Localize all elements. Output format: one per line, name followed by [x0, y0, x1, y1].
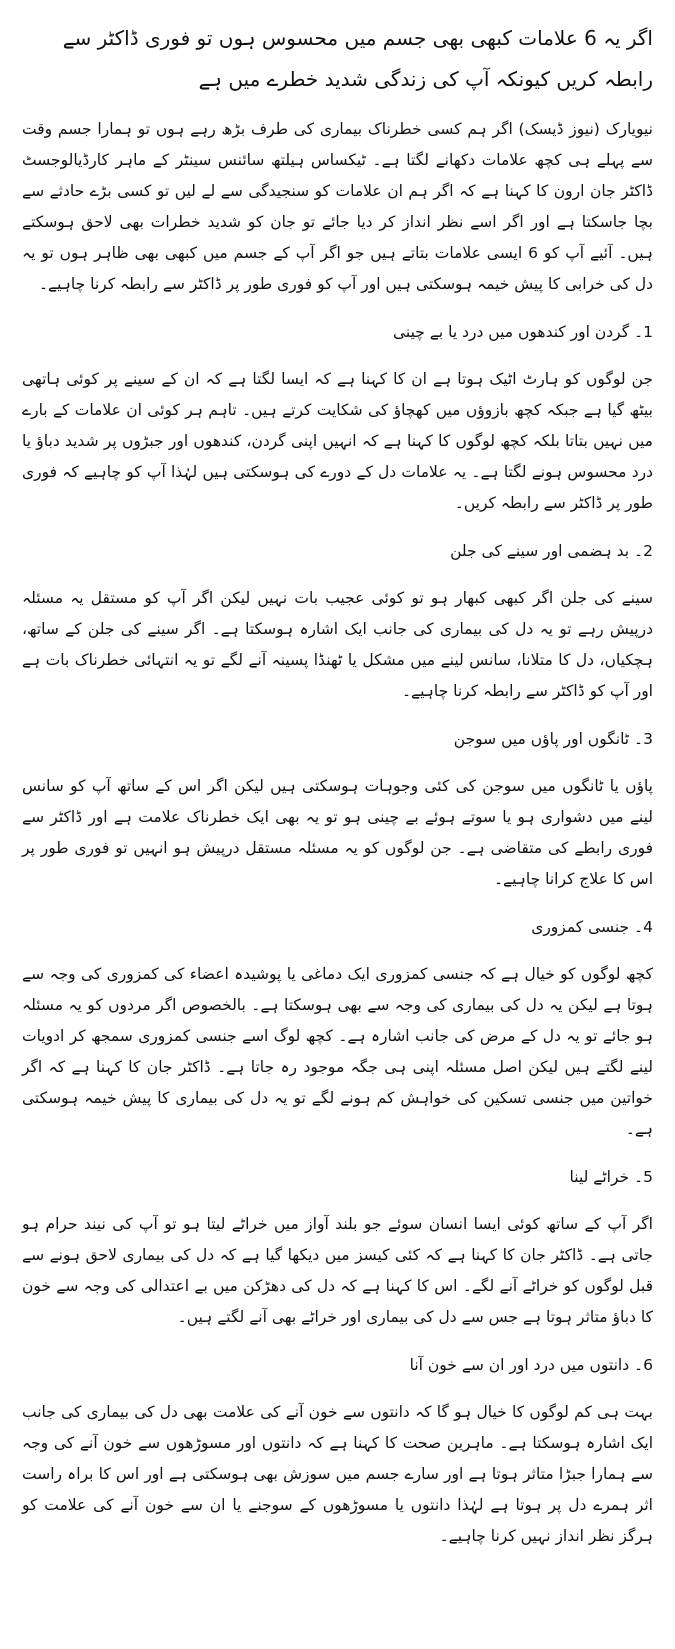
- section-body: اگر آپ کے ساتھ کوئی ایسا انسان سوئے جو بلند آواز میں خراٹے لیتا ہو تو آپ کی نیند حرام ہو جاتی ہے۔ ڈاکٹر جان کا کہنا ہے کہ کئی کیسز میں دیکھا گیا ہے کہ دل کی بیماری لاحق ہونے سے قبل لوگوں کو خراٹے آنے لگے۔ اس کا کہنا ہے کہ دل کی دھڑکن میں بے اعتدالی کی وجہ سے خون کا دباؤ متاثر ہوتا ہے جس سے دل کی بیماری اور خراٹے بھی آنے لگتے ہیں۔: [22, 1215, 653, 1326]
- section-heading: 5۔ خراٹے لینا: [569, 1168, 653, 1186]
- section-6: [22, 1351, 653, 1552]
- section-2: [22, 537, 653, 707]
- section-body: کچھ لوگوں کو خیال ہے کہ جنسی کمزوری ایک دماغی یا پوشیدہ اعضاء کی کمزوری کی وجہ سے ہوتا ہے لیکن یہ دل کی بیماری کی وجہ سے بھی ہوسکتا ہے۔ بالخصوص اگر مردوں کو یہ مسئلہ ہو جائے تو یہ دل کے مرض کی جانب اشارہ ہے۔ کچھ لوگ اسے جنسی کمزوری سمجھ کر ادویات لینے لگتے ہیں لیکن اصل مسئلہ اپنی ہی جگہ موجود رہ جاتا ہے۔ ڈاکٹر جان کا کہنا ہے کہ اگر خواتین میں جنسی تسکین کی خواہش کم ہونے لگے تو یہ دل کی بیماری کا پیش خیمہ ہوسکتی ہے۔: [22, 965, 653, 1138]
- section-3: [22, 725, 653, 895]
- section-heading: 6۔ دانتوں میں درد اور ان سے خون آنا: [409, 1356, 653, 1374]
- section-body: سینے کی جلن اگر کبھی کبھار ہو تو کوئی عجیب بات نہیں لیکن اگر آپ کو مستقل یہ مسئلہ درپیش رہے تو یہ دل کی بیماری کی جانب ایک اشارہ ہوسکتا ہے۔ اگر سینے کی جلن کے ساتھ، ہچکیاں، دل کا متلانا، سانس لینے میں مشکل یا ٹھنڈا پسینہ آنے لگے تو یہ انتہائی خطرناک بات ہے اور آپ کو ڈاکٹر سے رابطہ کرنا چاہیے۔: [22, 589, 653, 700]
- section-heading: 1۔ گردن اور کندھوں میں درد یا بے چینی: [393, 323, 653, 341]
- section-body: بہت ہی کم لوگوں کا خیال ہو گا کہ دانتوں سے خون آنے کی علامت بھی دل کی بیماری کی جانب ایک اشارہ ہوسکتا ہے۔ ماہرین صحت کا کہنا ہے کہ دانتوں اور مسوڑھوں سے خون آنے کی وجہ سے ہمارا جبڑا متاثر ہوتا ہے اور سارے جسم میں سوزش بھی ہوسکتی ہے اور اس کا براہ راست اثر ہمرے دل پر ہوتا ہے لہٰذا دانتوں یا مسوڑھوں کے سوجنے یا ان سے خون آنے کی علامت کو ہرگز نظر انداز نہیں کرنا چاہیے۔: [22, 1403, 653, 1545]
- section-heading: 4۔ جنسی کمزوری: [531, 918, 653, 936]
- section-heading: 2۔ بد ہضمی اور سینے کی جلن: [450, 542, 653, 560]
- section-1: [22, 318, 653, 519]
- section-body: پاؤں یا ٹانگوں میں سوجن کی کئی وجوہات ہوسکتی ہیں لیکن اگر اس کے ساتھ آپ کو سانس لینے میں دشواری ہو یا سوتے ہوئے بے چینی ہو تو یہ بھی ایک خطرناک علامت ہے اور ڈاکٹر سے فوری رابطے کی متقاضی ہے۔ جن لوگوں کو یہ مسئلہ مستقل درپیش ہو انہیں تو فوری طور پر اس کا علاج کرانا چاہیے۔: [22, 777, 653, 888]
- section-heading: 3۔ ٹانگوں اور پاؤں میں سوجن: [453, 730, 653, 748]
- article-intro: نیویارک (نیوز ڈیسک) اگر ہم کسی خطرناک بیماری کی طرف بڑھ رہے ہوں تو ہمارا جسم وقت سے پہلے ہی کچھ علامات دکھانے لگتا ہے۔ ٹیکساس ہیلتھ سائنس سینٹر کے ماہر کارڈیالوجسٹ ڈاکٹر جان ارون کا کہنا ہے کہ اگر ہم ان علامات کو سنجیدگی سے لے لیں تو کسی بڑے حادثے سے بچا جاسکتا ہے اور اگر اسے نظر انداز کر دیا جائے تو جان کو شدید خطرات بھی لاحق ہوسکتے ہیں۔ آئیے آپ کو 6 ایسی علامات بتاتے ہیں جو اگر آپ کے جسم میں کبھی بھی ظاہر ہوں تو یہ دل کی خرابی کا پیش خیمہ ہوسکتی ہیں اور آپ کو فوری طور پر ڈاکٹر سے رابطہ کرنا چاہیے۔: [22, 120, 653, 293]
- article-title: اگر یہ 6 علامات کبھی بھی جسم میں محسوس ہوں تو فوری ڈاکٹر سے رابطہ کریں کیونکہ آپ کی زندگی شدید خطرے میں ہے: [62, 26, 653, 91]
- section-body: جن لوگوں کو ہارٹ اٹیک ہوتا ہے ان کا کہنا ہے کہ ایسا لگتا ہے کہ ان کے سینے پر کوئی ہاتھی بیٹھ گیا ہے جبکہ کچھ بازوؤں میں کھچاؤ کی شکایت کرتے ہیں۔ تاہم ہر کوئی ان علامات کے بارے میں نہیں بتاتا بلکہ کچھ لوگوں کا کہنا ہے کہ انہیں اپنی گردن، کندھوں اور جبڑوں پر شدید دباؤ یا درد محسوس ہونے لگتا ہے۔ یہ علامات دل کے دورے کی ہوسکتی ہیں لہٰذا آپ کو چاہیے کہ فوری طور پر ڈاکٹر سے رابطہ کریں۔: [22, 370, 653, 512]
- section-5: [22, 1163, 653, 1333]
- section-4: [22, 913, 653, 1145]
